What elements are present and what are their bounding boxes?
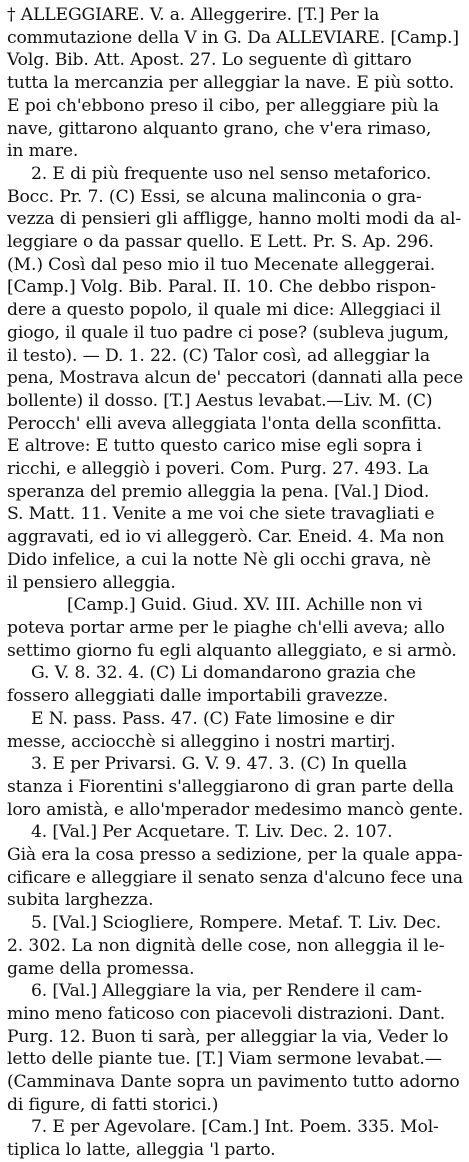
entry-text-line: Bocc. Pr. 7. (C) Essi, se alcuna malinconia o gra-: [7, 186, 422, 207]
entry-text-line: 7. E per Agevolare. [Cam.] Int. Poem. 335. Mol-: [31, 1117, 439, 1138]
entry-text-line: mino meno faticoso con piacevoli distrazioni. Dant.: [7, 1003, 446, 1024]
entry-text-line: subita larghezza.: [7, 890, 154, 911]
entry-text-line: commutazione della V in G. Da ALLEVIARE. [Camp.]: [7, 27, 459, 48]
entry-text-line: nave, gittarono alquanto grano, che v'era rimaso,: [7, 118, 432, 139]
entry-text-line: vezza di pensieri gli affligge, hanno molti modi da al-: [7, 209, 462, 230]
entry-text-line: speranza del premio alleggia la pena. [Val.] Diod.: [7, 481, 430, 502]
entry-text-line: in mare.: [7, 141, 79, 162]
entry-text-line: 2. E di più frequente uso nel senso metaforico.: [31, 163, 432, 184]
entry-text-line: 2. 302. La non dignità delle cose, non alleggia il le-: [7, 935, 445, 956]
entry-text-line: tutta la mercanzia per alleggiar la nave. E più sotto.: [7, 73, 455, 94]
entry-text-line: 3. E per Privarsi. G. V. 9. 47. 3. (C) In quella: [31, 754, 407, 775]
entry-text-line: pena, Mostrava alcun de' peccatori (dannati alla pece: [7, 368, 464, 389]
entry-text-line: Già era la cosa presso a sedizione, per la quale appa-: [7, 845, 463, 866]
entry-text-line: bollente) il dosso. [T.] Aestus levabat.—Liv. M. (C): [7, 390, 433, 411]
entry-text-line: E altrove: E tutto questo carico mise egli sopra i: [7, 436, 422, 457]
entry-text-line: 4. [Val.] Per Acquetare. T. Liv. Dec. 2. 107.: [31, 822, 393, 843]
entry-text-line: (M.) Così dal peso mio il tuo Mecenate alleggerai.: [7, 254, 436, 275]
entry-text-line: E N. pass. Pass. 47. (C) Fate limosine e dir: [31, 708, 395, 729]
entry-text-line: stanza i Fiorentini s'alleggiarono di gran parte della: [7, 776, 454, 797]
entry-text-line: il testo). — D. 1. 22. (C) Talor così, ad alleggiar la: [7, 345, 430, 366]
entry-text-line: poteva portar arme per le piaghe ch'elli aveva; allo: [7, 617, 445, 638]
entry-text-line: leggiare o da passar quello. E Lett. Pr. S. Ap. 296.: [7, 232, 434, 253]
entry-text-line: ricchi, e alleggiò i poveri. Com. Purg. 27. 493. La: [7, 459, 429, 480]
entry-text-line: il pensiero alleggia.: [7, 572, 176, 593]
entry-text-line: G. V. 8. 32. 4. (C) Li domandarono grazia che: [31, 663, 416, 684]
entry-text-line: tiplica lo latte, alleggia 'l parto.: [7, 1140, 276, 1161]
entry-text-line: game della promessa.: [7, 958, 195, 979]
entry-text-line: Volg. Bib. Att. Apost. 27. Lo seguente dì gittaro: [7, 50, 412, 71]
entry-text-line: messe, acciocchè si alleggino i nostri martirj.: [7, 731, 396, 752]
entry-text-line: Perocch' elli aveva alleggiata l'onta della sconfitta.: [7, 413, 442, 434]
entry-text-line: giogo, il quale il tuo padre ci pose? (subleva jugum,: [7, 322, 449, 343]
entry-text-line: loro amistà, e allo'mperador medesimo mancò gente.: [7, 799, 464, 820]
entry-text-line: di figure, di fatti storici.): [7, 1094, 219, 1115]
entry-text-line: letto delle piante tue. [T.] Viam sermone levabat.—: [7, 1049, 442, 1070]
entry-text-line: S. Matt. 11. Venite a me voi che siete travagliati e: [7, 504, 435, 525]
entry-text-line: † ALLEGGIARE. V. a. Alleggerire. [T.] Per la: [7, 5, 380, 25]
entry-text-line: Purg. 12. Buon ti sarà, per alleggiar la via, Veder lo: [7, 1026, 449, 1047]
entry-text-line: aggravati, ed io vi alleggerò. Car. Eneid. 4. Ma non: [7, 527, 445, 548]
entry-text-line: Dido infelice, a cui la notte Nè gli occhi grava, nè: [7, 549, 431, 570]
entry-text-line: [Camp.] Volg. Bib. Paral. II. 10. Che debbo rispon-: [7, 277, 436, 298]
entry-text-line: E poi ch'ebbono preso il cibo, per alleggiare più la: [7, 95, 439, 116]
entry-text-line: settimo giorno fu egli alquanto alleggiato, e si armò.: [7, 640, 457, 661]
entry-text-line: (Camminava Dante sopra un pavimento tutto adorno: [7, 1072, 460, 1093]
dictionary-entry-alleggiare: [7, 4, 463, 1162]
entry-text-line: 6. [Val.] Alleggiare la via, per Rendere il cam-: [31, 981, 422, 1002]
entry-text-line: cificare e alleggiare il senato senza d'alcuno fece una: [7, 867, 463, 888]
entry-text-line: fossero alleggiati dalle importabili gravezze.: [7, 686, 389, 707]
entry-text-line: 5. [Val.] Sciogliere, Rompere. Metaf. T. Liv. Dec.: [31, 913, 442, 934]
entry-text-line: dere a questo popolo, il quale mi dice: Alleggiaci il: [7, 300, 441, 321]
entry-text-line: [Camp.] Guid. Giud. XV. III. Achille non vi: [67, 595, 423, 616]
